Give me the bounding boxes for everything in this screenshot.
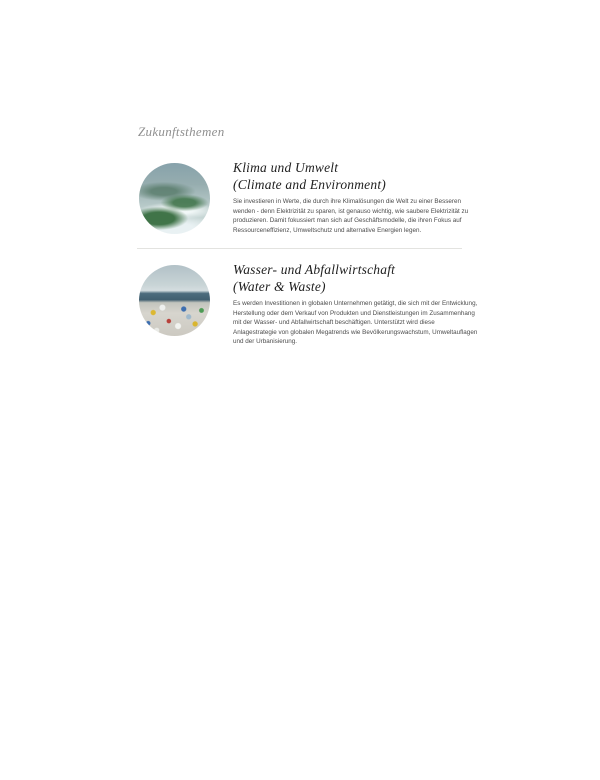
section-waste-content [233,262,478,347]
section-title: Wasser- und Abfallwirtschaft [233,262,396,277]
section-subtitle: (Water & Waste) [233,278,326,294]
section-body [233,299,478,347]
section-climate-content [233,160,469,235]
body-line: mit der Wasser- und Abfallwirtschaft beschäftigen. Unterstützt wird diese [233,319,435,326]
section-title: Klima und Umwelt [233,160,339,175]
body-line: Sie investieren in Werte, die durch ihre Klimalösungen die Welt zu einer Besseren [233,198,461,205]
waste-photo [139,265,210,336]
section-climate [139,160,469,250]
section-waste [139,262,478,352]
body-line: Es werden Investitionen in globalen Unternehmen getätigt, die sich mit der Entwicklung, [233,300,478,307]
body-line: produzieren. Damit fokussiert man sich auf Geschäftsmodelle, die ihren Fokus auf [233,217,462,224]
body-line: Ressourceneffizienz, Umweltschutz und alternative Energien legen. [233,226,422,234]
climate-photo [139,163,210,234]
section-body [233,197,469,235]
section-divider [137,248,462,249]
body-line: Anlagestrategie von globalen Megatrends wie Bevölkerungswachstum, Umweltauflagen [233,328,478,336]
body-line: Herstellung oder dem Verkauf von Produkten und Dienstleistungen im Zusammenhang [233,309,475,317]
body-line: und der Urbanisierung. [233,338,298,345]
page-title: Zukunftsthemen [138,124,225,139]
body-line: wenden - denn Elektrizität zu sparen, ist genauso wichtig, wie saubere Elektrizität zu [233,207,469,215]
section-subtitle: (Climate and Environment) [233,176,386,192]
